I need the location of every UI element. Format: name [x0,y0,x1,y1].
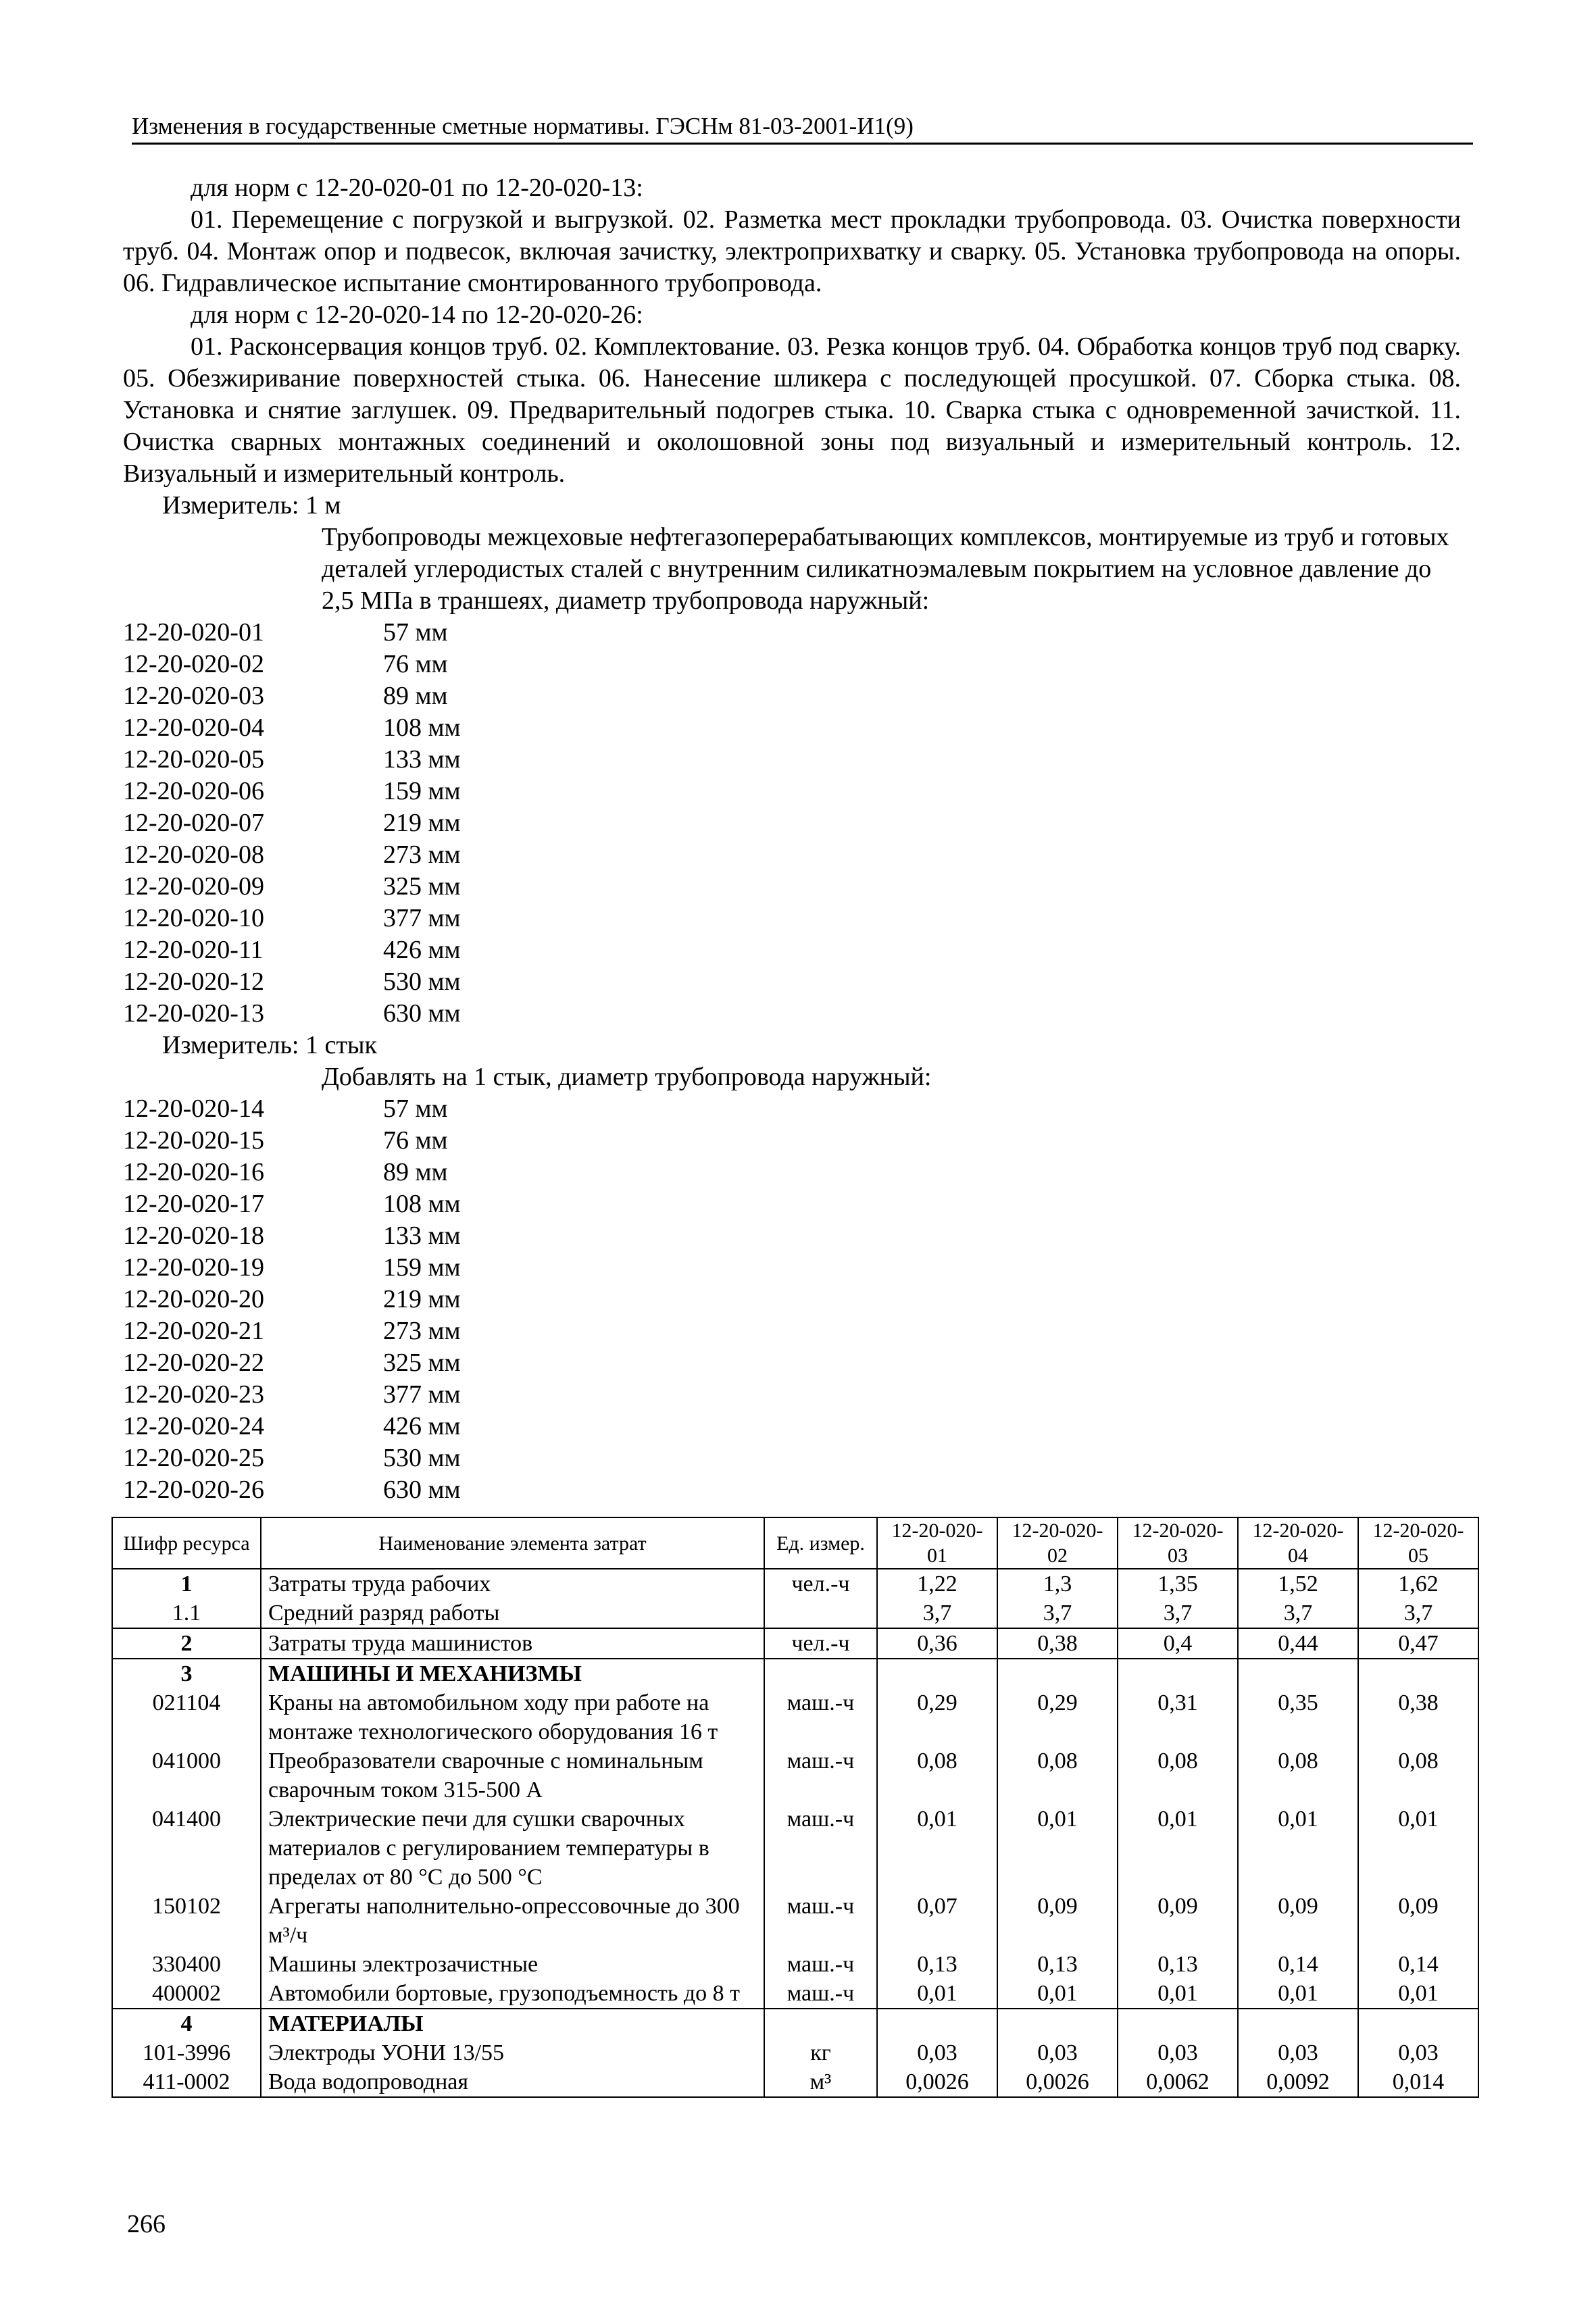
norm-code: 12-20-020-13 [123,999,264,1028]
value-cell: 0,38 [1358,1688,1478,1746]
value-cell: 3,7 [877,1599,997,1628]
value-cell: 3,7 [997,1599,1118,1628]
pipe-diameter: 426 мм [383,936,461,964]
resource-name: Вода водопроводная [261,2067,764,2097]
header-cell: 12-20-020-03 [1118,1517,1238,1569]
code-row [123,1284,1461,1315]
value-cell [877,2009,997,2038]
value-cell [877,1659,997,1688]
pipe-diameter: 89 мм [383,1158,448,1186]
unit-cell [764,1659,877,1688]
value-cell: 0,01 [1118,1979,1238,2009]
norm-code: 12-20-020-12 [123,967,264,996]
value-cell: 3,7 [1118,1599,1238,1628]
section1-measure: Измеритель: 1 м [162,491,341,520]
resource-code: 330400 [112,1950,261,1979]
code-row [123,1125,1461,1157]
pipe-diameter: 273 мм [383,840,461,869]
pipe-diameter: 108 мм [383,1190,461,1218]
code-row [123,1188,1461,1220]
value-cell: 0,03 [877,2038,997,2067]
value-cell [997,2009,1118,2038]
header-cell: Наименование элемента затрат [261,1517,764,1569]
resource-name: Машины электрозачистные [261,1950,764,1979]
table-row [112,1688,1478,1746]
table-body [112,1569,1478,2097]
norm-code: 12-20-020-17 [123,1190,264,1218]
unit-cell: чел.-ч [764,1628,877,1659]
table-row [112,1599,1478,1628]
code-row [123,1347,1461,1379]
value-cell: 0,01 [997,1805,1118,1892]
resource-name: Автомобили бортовые, грузоподъемность до 8 т [261,1979,764,2009]
pipe-diameter: 325 мм [383,872,461,901]
header-cell: 12-20-020-01 [877,1517,997,1569]
value-cell: 1,3 [997,1569,1118,1599]
norm-code: 12-20-020-05 [123,745,264,774]
pipe-diameter: 273 мм [383,1317,461,1345]
value-cell: 0,0062 [1118,2067,1238,2097]
code-row [123,1411,1461,1442]
resource-name: Агрегаты наполнительно-опрессовочные до 300 м³/ч [261,1892,764,1950]
value-cell: 0,03 [1118,2038,1238,2067]
table-row [112,1569,1478,1599]
table-row [112,2067,1478,2097]
pipe-diameter: 159 мм [383,1253,461,1282]
code-row [123,712,1461,744]
code-row [123,934,1461,966]
value-cell [1238,2009,1358,2038]
norm-code: 12-20-020-06 [123,777,264,805]
resource-code: 150102 [112,1892,261,1950]
table-row [112,2009,1478,2038]
code-row [123,807,1461,839]
code-row [123,1474,1461,1506]
table-header-row [112,1517,1478,1569]
value-cell: 0,09 [1358,1892,1478,1950]
code-row [123,1379,1461,1411]
unit-cell: м³ [764,2067,877,2097]
value-cell: 1,35 [1118,1569,1238,1599]
pipe-diameter: 426 мм [383,1412,461,1440]
value-cell: 0,01 [877,1979,997,2009]
code-row [123,1442,1461,1474]
code-row [123,871,1461,903]
intro1-text: 01. Перемещение с погрузкой и выгрузкой. 02. Разметка мест прокладки трубопровода. 03. Очистка поверхности труб. 04. Монтаж опор и подвесок, включая зачистку, электроприхватку и сварку. 05. Установка трубопровода на опоры. 06. Гидравлическое испытание смонтированного трубопровода. [123,205,1461,297]
value-cell: 0,01 [877,1805,997,1892]
value-cell: 0,0026 [997,2067,1118,2097]
body-text [123,172,1461,1506]
value-cell [997,1659,1118,1688]
pipe-diameter: 377 мм [383,1380,461,1409]
resource-code: 101-3996 [112,2038,261,2067]
pipe-diameter: 219 мм [383,809,461,837]
value-cell: 0,47 [1358,1628,1478,1659]
value-cell: 0,09 [997,1892,1118,1950]
value-cell: 0,29 [997,1688,1118,1746]
value-cell: 0,01 [1238,1805,1358,1892]
pipe-diameter: 630 мм [383,999,461,1028]
table-row [112,1892,1478,1950]
code-row [123,776,1461,807]
value-cell: 0,14 [1358,1950,1478,1979]
value-cell: 0,01 [1238,1979,1358,2009]
unit-cell [764,2009,877,2038]
norm-code: 12-20-020-18 [123,1222,264,1250]
norm-code: 12-20-020-04 [123,713,264,742]
resource-code: 1 [112,1569,261,1599]
resource-name: МАТЕРИАЛЫ [261,2009,764,2038]
resource-code: 041000 [112,1746,261,1805]
code-row [123,617,1461,649]
norm-code: 12-20-020-15 [123,1126,264,1155]
norm-code: 12-20-020-16 [123,1158,264,1186]
value-cell: 0,08 [1238,1746,1358,1805]
running-header: Изменения в государственные сметные нормативы. ГЭСНм 81-03-2001-И1(9) [132,111,1473,145]
resource-name: Средний разряд работы [261,1599,764,1628]
resource-code: 021104 [112,1688,261,1746]
resource-name: Электроды УОНИ 13/55 [261,2038,764,2067]
resource-name: Затраты труда рабочих [261,1569,764,1599]
section2-measure: Измеритель: 1 стык [162,1031,377,1059]
norm-code: 12-20-020-10 [123,904,264,932]
value-cell: 3,7 [1238,1599,1358,1628]
resource-name: Преобразователи сварочные с номинальным сварочным током 315-500 А [261,1746,764,1805]
value-cell: 1,22 [877,1569,997,1599]
unit-cell [764,1599,877,1628]
header-cell: 12-20-020-04 [1238,1517,1358,1569]
table-row [112,1950,1478,1979]
unit-cell: чел.-ч [764,1569,877,1599]
resource-table-wrap [111,1517,1478,2098]
unit-cell: маш.-ч [764,1688,877,1746]
value-cell: 0,44 [1238,1628,1358,1659]
value-cell: 0,35 [1238,1688,1358,1746]
norm-code: 12-20-020-24 [123,1412,264,1440]
pipe-diameter: 325 мм [383,1349,461,1377]
value-cell: 0,01 [997,1979,1118,2009]
table-row [112,1628,1478,1659]
value-cell: 0,01 [1118,1805,1238,1892]
value-cell [1358,2009,1478,2038]
norm-code: 12-20-020-20 [123,1285,264,1313]
value-cell: 0,29 [877,1688,997,1746]
code-row [123,839,1461,871]
resource-code: 4 [112,2009,261,2038]
value-cell: 0,08 [1118,1746,1238,1805]
value-cell: 0,14 [1238,1950,1358,1979]
norm-code: 12-20-020-21 [123,1317,264,1345]
value-cell: 0,31 [1118,1688,1238,1746]
code-row [123,744,1461,776]
pipe-diameter: 133 мм [383,1222,461,1250]
section2-description: Добавлять на 1 стык, диаметр трубопровода наружный: [322,1063,932,1091]
value-cell: 0,13 [877,1950,997,1979]
value-cell [1238,1659,1358,1688]
value-cell: 0,03 [1358,2038,1478,2067]
unit-cell: маш.-ч [764,1746,877,1805]
value-cell: 0,09 [1118,1892,1238,1950]
value-cell [1118,1659,1238,1688]
norm-code: 12-20-020-11 [123,936,264,964]
unit-cell: маш.-ч [764,1950,877,1979]
value-cell: 0,01 [1358,1979,1478,2009]
value-cell: 0,4 [1118,1628,1238,1659]
norm-code: 12-20-020-26 [123,1476,264,1504]
section1-code-list [123,617,1461,1030]
code-row [123,1157,1461,1188]
resource-name: Электрические печи для сушки сварочных материалов с регулированием температуры в пределах от 80 °С до 500 °С [261,1805,764,1892]
resource-code: 400002 [112,1979,261,2009]
header-cell: Ед. измер. [764,1517,877,1569]
pipe-diameter: 133 мм [383,745,461,774]
resource-code: 2 [112,1628,261,1659]
resource-code: 3 [112,1659,261,1688]
norm-code: 12-20-020-01 [123,618,264,647]
unit-cell: кг [764,2038,877,2067]
value-cell: 0,38 [997,1628,1118,1659]
table-row [112,2038,1478,2067]
header-cell: 12-20-020-05 [1358,1517,1478,1569]
norm-code: 12-20-020-25 [123,1444,264,1472]
value-cell: 0,07 [877,1892,997,1950]
pipe-diameter: 108 мм [383,713,461,742]
intro2-label: для норм с 12-20-020-14 по 12-20-020-26: [191,301,643,329]
norm-code: 12-20-020-09 [123,872,264,901]
header-cell: 12-20-020-02 [997,1517,1118,1569]
value-cell: 0,08 [1358,1746,1478,1805]
pipe-diameter: 377 мм [383,904,461,932]
pipe-diameter: 89 мм [383,682,448,710]
table-row [112,1659,1478,1688]
resource-table [111,1517,1479,2098]
header-cell: Шифр ресурса [112,1517,261,1569]
resource-code: 041400 [112,1805,261,1892]
code-row [123,966,1461,998]
value-cell [1358,1659,1478,1688]
pipe-diameter: 76 мм [383,1126,448,1155]
resource-name: Краны на автомобильном ходу при работе на монтаже технологического оборудования 16 т [261,1688,764,1746]
norm-code: 12-20-020-07 [123,809,264,837]
page-number: 266 [127,2210,166,2238]
value-cell: 0,03 [1238,2038,1358,2067]
resource-code: 1.1 [112,1599,261,1628]
resource-code: 411-0002 [112,2067,261,2097]
code-row [123,1252,1461,1284]
value-cell: 1,52 [1238,1569,1358,1599]
value-cell [1118,2009,1238,2038]
unit-cell: маш.-ч [764,1892,877,1950]
intro1-label: для норм с 12-20-020-01 по 12-20-020-13: [191,174,643,202]
pipe-diameter: 159 мм [383,777,461,805]
norm-code: 12-20-020-22 [123,1349,264,1377]
code-row [123,903,1461,934]
value-cell: 0,08 [997,1746,1118,1805]
pipe-diameter: 76 мм [383,650,448,678]
value-cell: 3,7 [1358,1599,1478,1628]
pipe-diameter: 530 мм [383,1444,461,1472]
code-row [123,1315,1461,1347]
pipe-diameter: 219 мм [383,1285,461,1313]
value-cell: 0,13 [1118,1950,1238,1979]
pipe-diameter: 57 мм [383,1095,448,1123]
norm-code: 12-20-020-14 [123,1095,264,1123]
pipe-diameter: 57 мм [383,618,448,647]
code-row [123,1093,1461,1125]
value-cell: 0,03 [997,2038,1118,2067]
code-row [123,680,1461,712]
norm-code: 12-20-020-23 [123,1380,264,1409]
code-row [123,649,1461,680]
value-cell: 0,0092 [1238,2067,1358,2097]
section1-description: Трубопроводы межцеховые нефтегазоперерабатывающих комплексов, монтируемые из труб и готовых деталей углеродистых сталей с внутренним силикатноэмалевым покрытием на условное давление до 2,5 МПа в траншеях, диаметр трубопровода наружный: [322,523,1449,615]
pipe-diameter: 630 мм [383,1476,461,1504]
unit-cell: маш.-ч [764,1805,877,1892]
norm-code: 12-20-020-02 [123,650,264,678]
value-cell: 0,13 [997,1950,1118,1979]
norm-code: 12-20-020-19 [123,1253,264,1282]
value-cell: 0,01 [1358,1805,1478,1892]
value-cell: 0,09 [1238,1892,1358,1950]
table-row [112,1979,1478,2009]
norm-code: 12-20-020-08 [123,840,264,869]
unit-cell: маш.-ч [764,1979,877,2009]
value-cell: 1,62 [1358,1569,1478,1599]
section2-code-list [123,1093,1461,1506]
norm-code: 12-20-020-03 [123,682,264,710]
intro2-text: 01. Расконсервация концов труб. 02. Комплектование. 03. Резка концов труб. 04. Обработка концов труб под сварку. 05. Обезжиривание поверхностей стыка. 06. Нанесение шликера с последующей просушкой. 07. Сборка стыка. 08. Установка и снятие заглушек. 09. Предварительный подогрев стыка. 10. Сварка стыка с одновременной зачисткой. 11. Очистка сварных монтажных соединений и околошовной зоны под визуальный и измерительный контроль. 12. Визуальный и измерительный контроль. [123,332,1461,488]
code-row [123,1220,1461,1252]
pipe-diameter: 530 мм [383,967,461,996]
value-cell: 0,36 [877,1628,997,1659]
value-cell: 0,014 [1358,2067,1478,2097]
value-cell: 0,0026 [877,2067,997,2097]
resource-name: Затраты труда машинистов [261,1628,764,1659]
value-cell: 0,08 [877,1746,997,1805]
table-row [112,1805,1478,1892]
resource-name: МАШИНЫ И МЕХАНИЗМЫ [261,1659,764,1688]
code-row [123,998,1461,1030]
table-row [112,1746,1478,1805]
